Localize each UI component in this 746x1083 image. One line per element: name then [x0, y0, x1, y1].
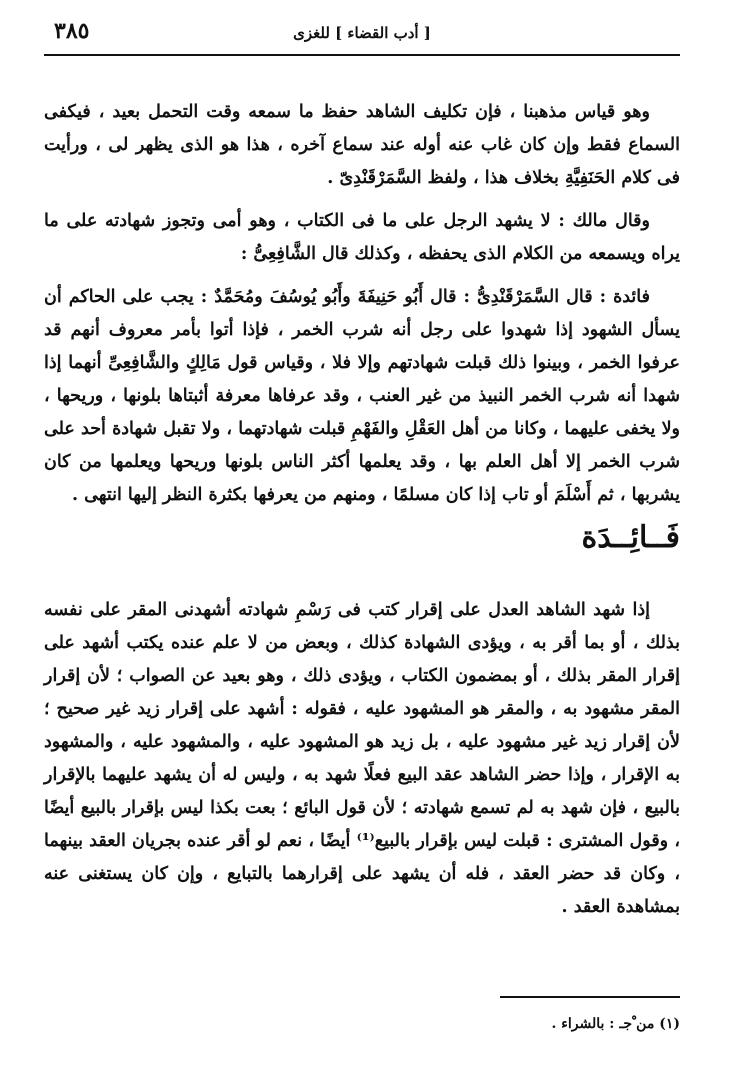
footnote-divider [500, 996, 680, 998]
paragraph-3: فائدة : قال السَّمَرْقَنْدِىُّ : قال أَبُو حَنِيفَةَ وأَبُو يُوسُفَ ومُحَمَّدٌ : يجب على الحاكم أن يسأل الشهود إذا شهدوا على رجل أنه شرب الخمر ، فإذا أتوا بأمر معروف أنهم قد عرفوا الخمر ، وبينوا ذلك قبلت شهادتهم وإلا فلا ، وقياس قول مَالِكٍ والشَّافِعِىِّ أنهما إذا شهدا أنه شرب الخمر النبيذ من غير العنب ، وقد عرفاها معرفة أثبتاها بلونها ، وريحها ، ولا يخفى عليهما ، وكانا من أهل العَقْلِ والفَهْمِ قبلت شهادتهما ، ولا تقبل شهادة أحد على شرب الخمر إلا أهل العلم بها ، وقد يعلمها أكثر الناس بلونها وريحها ويعلمها من كان يشربها ، ثم أَسْلَمَ أو تاب إذا كان مسلمًا ، ومنهم من يعرفها بكثرة النظر إليها انتهى . [44, 287, 680, 505]
document-page [44, 14, 680, 1074]
body-text [44, 96, 680, 924]
running-title: [ أدب القضاء ] للغزى [293, 24, 431, 42]
paragraph-1: وهو قياس مذهبنا ، فإن تكليف الشاهد حفظ ما سمعه وقت التحمل بعيد ، فيكفى السماع فقط وإن كان غاب عنه أوله عند سماع آخره ، هذا هو الذى يظهر لى ، ورأيت فى كلام الحَنَفِيَّةِ بخلاف هذا ، ولفظ السَّمَرْقَنْدِىّ . [44, 102, 680, 188]
footnote: (١) من ْجـ : بالشراء . [551, 1016, 680, 1032]
section-heading: فَــائِــدَة [581, 520, 680, 555]
section-paragraph: إذا شهد الشاهد العدل على إقرار كتب فى رَسْمِ شهادته أشهدنى المقر على نفسه بذلك ، أو بما أقر به ، ويؤدى الشهادة كذلك ، وبعض من لا علم عنده يكتب أشهد على إقرار المقر بذلك ، أو بمضمون الكتاب ، ويؤدى ذلك ، وهو بعيد عن الصواب ؛ لأن إقرار المقر مشهود به ، والمقر هو المشهود عليه ، فقوله : أشهد على إقرار زيد غير صحيح ؛ لأن إقرار زيد غير مشهود عليه ، بل زيد هو المشهود عليه ، والمشهود عليه ، والمشهود به الإقرار ، وإذا حضر الشاهد عقد البيع فعلًا شهد به ، وليس له أن يشهد عليهما بالإقرار بالبيع ، فإن شهد به لم تسمع شهادته ؛ لأن قول البائع ؛ بعت بكذا ليس بإقرار بالبيع أيضًا ، وقول المشترى : قبلت ليس بإقرار بالبيع⁽¹⁾ أيضًا ، نعم لو أقر عنده بجريان العقد بينهما ، وكان قد حضر العقد ، فله أن يشهد على إقرارهما بالتبايع ، وإن كان يستغنى عنه بمشاهدة العقد . [44, 600, 680, 917]
page-number: ٣٨٥ [54, 18, 90, 44]
page-header [44, 14, 680, 56]
paragraph-2: وقال مالك : لا يشهد الرجل على ما فى الكتاب ، وهو أمى وتجوز شهادته على ما يراه ويسمعه من الكلام الذى يحفظه ، وكذلك قال الشَّافِعِىُّ : [44, 211, 680, 264]
